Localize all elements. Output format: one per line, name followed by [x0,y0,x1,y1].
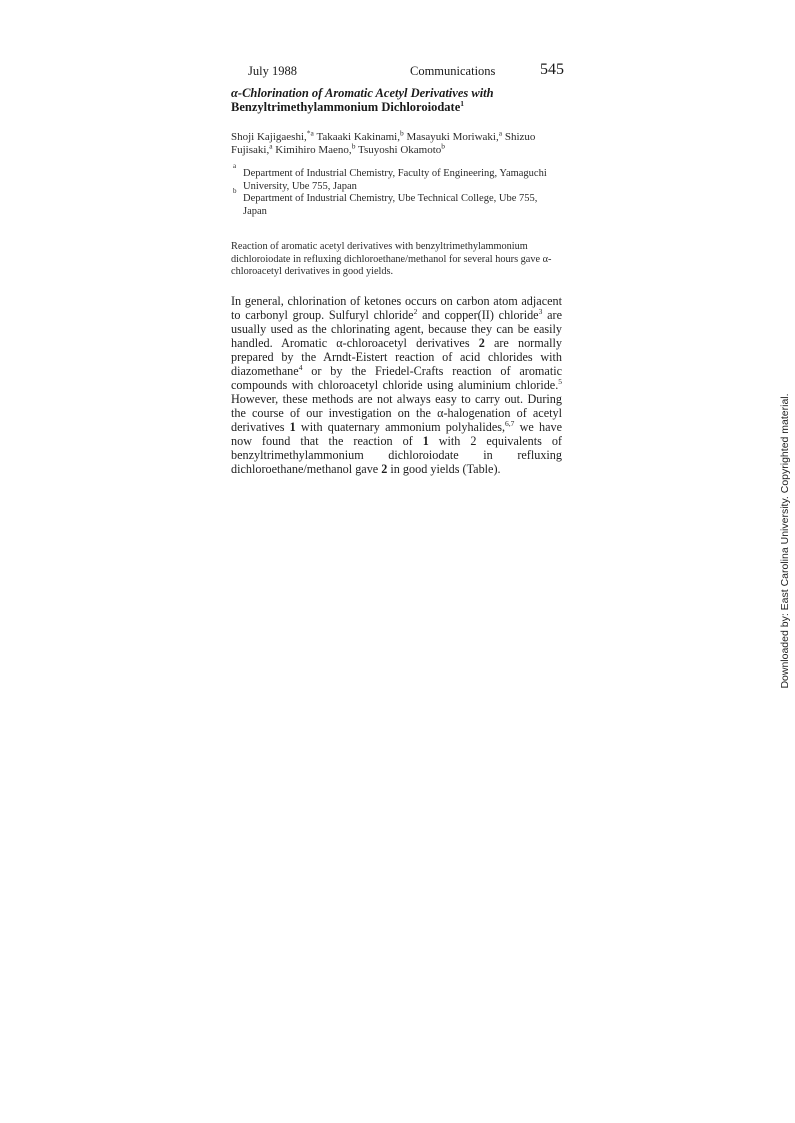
author-2-affil: b [399,128,404,138]
reference-marker: 2 [413,306,418,316]
abstract: Reaction of aromatic acetyl derivatives with benzyltrimethylammonium dichloroiodate in refluxing dichloroethane/methanol for several hours gave α-chloroacetyl derivatives in good yields. [231,241,552,277]
article-title [231,86,571,114]
compound-number: 1 [422,434,429,448]
reference-marker: 5 [558,376,562,386]
reference-marker: 3 [538,306,543,316]
body-paragraph [231,294,562,476]
page-number: 545 [540,61,564,78]
author-2: Takaaki Kakinami, [316,131,400,143]
author-1-affil: *a [306,128,314,138]
author-3: Masayuki Moriwaki, [406,131,499,143]
body-text-run: in good yields (Table). [387,462,501,476]
author-6-affil: b [441,141,446,151]
affiliation-a: a Department of Industrial Chemistry, Faculty of Engineering, Yamaguchi University, Ube 755, Japan [233,162,547,192]
affiliation-b-text: Department of Industrial Chemistry, Ube Technical College, Ube 755, Japan [243,193,538,217]
body-text-run: are normally prepared by the Arndt-Eistert reaction of acid chlorides with diazomethane [231,336,562,378]
body-text-run: However, these methods are not always easy to carry out. During the course of our investigation on the α-halogenation of acetyl derivatives [231,392,562,434]
author-1: Shoji Kajigaeshi, [231,131,307,143]
author-4: Shizuo Fujisaki, [231,131,536,156]
running-header-journal: Communications [410,64,496,78]
body-text-run: we have now found that the reaction of [231,420,562,448]
affiliation-b: b Department of Industrial Chemistry, Ube Technical College, Ube 755, Japan [233,187,538,217]
author-6: Tsuyoshi Okamoto [358,144,442,156]
compound-number: 1 [289,420,296,434]
reference-marker: 4 [298,362,303,372]
affiliation-list [231,162,562,218]
body-text-run: and copper(II) chloride [417,308,539,322]
author-5: Kimihiro Maeno, [275,144,352,156]
compound-number: 2 [381,462,388,476]
body-text-run: with 2 equivalents of benzyltrimethylammonium dichloroiodate in refluxing dichloroethane/methanol gave [231,434,562,476]
title-footnote-marker: 1 [460,98,465,108]
compound-number: 2 [478,336,485,350]
body-text-run: or by the Friedel-Crafts reaction of aromatic compounds with chloroacetyl chloride using aluminium chloride. [231,364,562,392]
running-header-date: July 1988 [248,64,297,78]
author-5-affil: b [351,141,356,151]
body-text-run: with quaternary ammonium polyhalides, [295,420,506,434]
author-list [231,128,562,157]
body-text-run: are usually used as the chlorinating agent, because they can be easily handled. Aromatic α-chloroacetyl derivatives [231,308,562,350]
author-3-affil: a [498,128,503,138]
title-line-2-text: Benzyltrimethylammonium Dichloroiodate [231,100,461,114]
download-watermark: Downloaded by: East Carolina University. Copyrighted material. [779,393,791,689]
title-line-1: α-Chlorination of Aromatic Acetyl Derivatives with [231,86,494,100]
author-4-affil: a [269,141,273,151]
reference-marker: 6,7 [505,418,515,428]
title-line-2 [231,100,571,114]
affiliation-a-text: Department of Industrial Chemistry, Faculty of Engineering, Yamaguchi University, Ube 755, Japan [243,168,547,192]
body-text-run: In general, chlorination of ketones occurs on carbon atom adjacent to carbonyl group. Sulfuryl chloride [231,294,562,322]
